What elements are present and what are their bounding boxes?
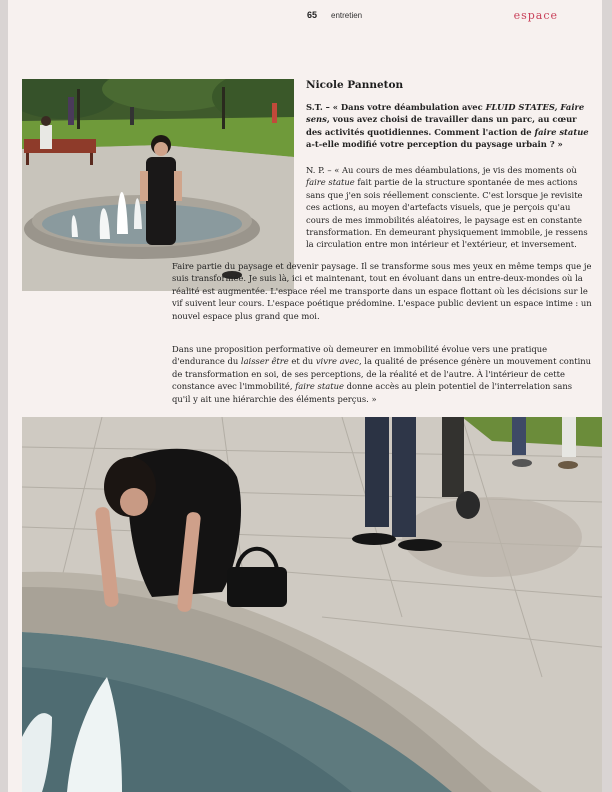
magazine-page [8,0,602,792]
answer-paragraph-2: Faire partie du paysage et devenir paysage. Il se transforme sous mes yeux en même temps que je suis transformée. Je suis là, ici et maintenant, tout en évoluant dans un entre-deux-mondes où la réalité est augmentée. L'espace réel me transporte dans un espace flottant où les décisions sur le vif suivent leur cours. L'espace poétique prédomine. L'espace public devient un espace intime : un nouvel espace plus grand que moi. [172,261,592,321]
answer-paragraph-1: N. P. – « Au cours de mes déambulations, je vis des moments où faire statue fait partie de la structure spontanée de mes actions sans que j'en sois réellement consciente. C'est lorsque je revisite ces actions, au moyen d'artefacts visuels, que je perçois qu'au cours de mes immobilités aléatoires, le paysage est en constante transformation. En demeurant physiquement immobile, je ressens la circulation entre mon intérieur et l'extérieur, et inversement. [306,165,588,250]
page-number: 65 [307,10,318,20]
magazine-logo: espace [513,9,558,22]
photo-fountain-kneeling [22,417,602,792]
interview-question: S.T. – « Dans votre déambulation avec FLUID STATES, Faire sens, vous avez choisi de travailler dans un parc, au cœur des activités quotidiennes. Comment l'action de faire statue a-t-elle modifié votre perception du paysage urbain ? » [306,102,589,150]
section-label: entretien [331,11,363,20]
interviewee-name: Nicole Panneton [306,79,404,91]
answer-paragraph-3: Dans une proposition performative où demeurer en immobilité évolue vers une pratique d'endurance du laisser être et du vivre avec, la qualité de présence génère un mouvement continu de transformation en soi, de ses perceptions, de la réalité et de l'autre. À l'intérieur de cette constance avec l'immobilité, faire statue donne accès au plein potentiel de l'interrelation sans qu'il y ait une hiérarchie des éléments perçus. » [172,344,592,404]
